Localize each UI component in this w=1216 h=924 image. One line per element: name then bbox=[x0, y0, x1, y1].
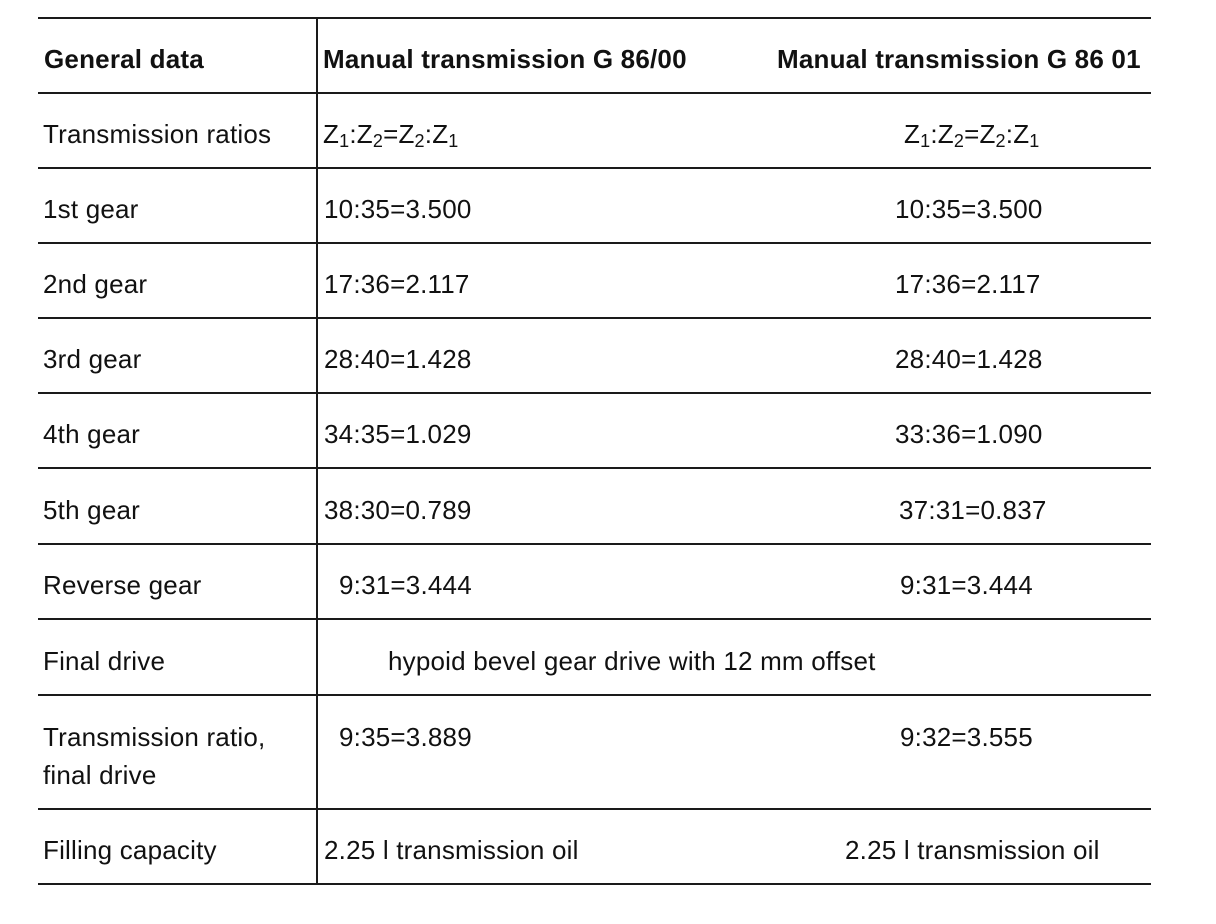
row-label-1st-gear: 1st gear bbox=[43, 194, 139, 224]
rule-row-4 bbox=[38, 392, 1151, 394]
row-label-4th-gear: 4th gear bbox=[43, 419, 141, 449]
row-label-filling-capacity: Filling capacity bbox=[43, 835, 217, 865]
header-g86-01: Manual transmission G 86 01 bbox=[777, 44, 1141, 74]
row-label-3rd-gear: 3rd gear bbox=[43, 344, 142, 374]
rule-row-2 bbox=[38, 242, 1151, 244]
rule-row-7 bbox=[38, 618, 1151, 620]
value-filling-capacity-g86-00: 2.25 l transmission oil bbox=[324, 835, 579, 865]
rule-row-9 bbox=[38, 808, 1151, 810]
rule-header bbox=[38, 92, 1151, 94]
value-filling-capacity-g86-01: 2.25 l transmission oil bbox=[845, 835, 1100, 865]
rule-top bbox=[38, 17, 1151, 19]
rule-row-3 bbox=[38, 317, 1151, 319]
spec-table bbox=[38, 17, 1151, 885]
rule-row-8 bbox=[38, 694, 1151, 696]
value-3rd-gear-g86-00: 28:40=1.428 bbox=[324, 344, 472, 374]
rule-row-6 bbox=[38, 543, 1151, 545]
value-5th-gear-g86-01: 37:31=0.837 bbox=[899, 495, 1047, 525]
row-label-final-drive: Final drive bbox=[43, 646, 166, 676]
row-label-transmission-ratios: Transmission ratios bbox=[43, 119, 272, 149]
value-3rd-gear-g86-01: 28:40=1.428 bbox=[895, 344, 1043, 374]
value-final-drive: hypoid bevel gear drive with 12 mm offset bbox=[388, 646, 876, 676]
rule-bottom bbox=[38, 883, 1151, 885]
value-1st-gear-g86-00: 10:35=3.500 bbox=[324, 194, 472, 224]
ratio-formula-g86-01: $Z_1:Z_2=Z_2:Z_1$ bbox=[904, 119, 1040, 151]
value-final-drive-ratio-g86-00: 9:35=3.889 bbox=[339, 722, 472, 752]
row-label-reverse-gear: Reverse gear bbox=[43, 570, 202, 600]
row-label-2nd-gear: 2nd gear bbox=[43, 269, 148, 299]
value-final-drive-ratio-g86-01: 9:32=3.555 bbox=[900, 722, 1033, 752]
value-4th-gear-g86-00: 34:35=1.029 bbox=[324, 419, 472, 449]
value-2nd-gear-g86-00: 17:36=2.117 bbox=[324, 269, 470, 299]
ratio-formula-g86-00: $Z_1:Z_2=Z_2:Z_1$ bbox=[323, 119, 459, 151]
rule-row-5 bbox=[38, 467, 1151, 469]
value-reverse-gear-g86-00: 9:31=3.444 bbox=[339, 570, 472, 600]
value-2nd-gear-g86-01: 17:36=2.117 bbox=[895, 269, 1041, 299]
value-4th-gear-g86-01: 33:36=1.090 bbox=[895, 419, 1043, 449]
rule-row-1 bbox=[38, 167, 1151, 169]
column-separator bbox=[316, 17, 318, 885]
row-label-5th-gear: 5th gear bbox=[43, 495, 141, 525]
header-g86-00: Manual transmission G 86/00 bbox=[323, 44, 687, 74]
value-reverse-gear-g86-01: 9:31=3.444 bbox=[900, 570, 1033, 600]
header-general-data: General data bbox=[44, 44, 204, 74]
value-5th-gear-g86-00: 38:30=0.789 bbox=[324, 495, 472, 525]
value-1st-gear-g86-01: 10:35=3.500 bbox=[895, 194, 1043, 224]
row-label-transmission-ratio-final-drive: Transmission ratio, final drive bbox=[43, 722, 266, 790]
